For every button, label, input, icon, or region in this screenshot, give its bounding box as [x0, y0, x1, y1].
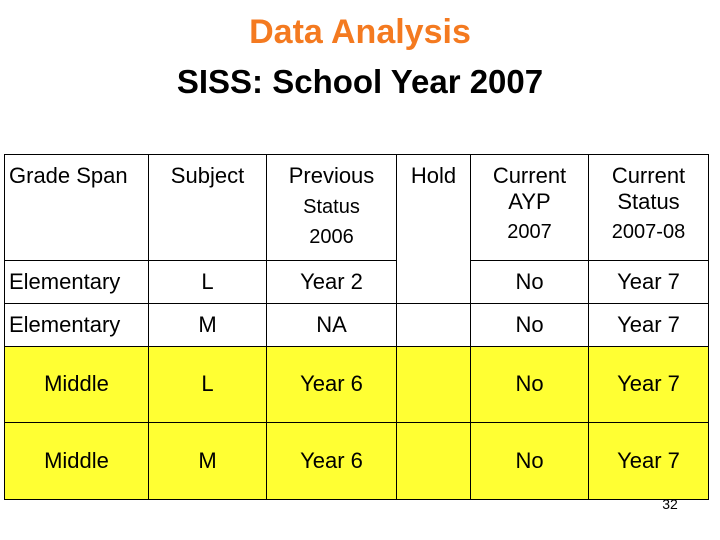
- cell-current-status: Year 7: [589, 423, 709, 500]
- cell-current-ayp: No: [471, 261, 589, 304]
- data-table: [4, 154, 709, 500]
- cell-current-status: Year 7: [589, 261, 709, 304]
- cell-grade-span: Elementary: [5, 261, 149, 304]
- page-subtitle: SISS: School Year 2007: [176, 63, 544, 100]
- header-hold: Hold: [397, 155, 471, 261]
- cell-previous-status: Year 2: [267, 261, 397, 304]
- header-current-ayp: Current AYP 2007: [471, 155, 589, 261]
- cell-current-status: Year 7: [589, 304, 709, 347]
- cell-current-status: Year 7: [589, 347, 709, 423]
- cell-subject: L: [149, 261, 267, 304]
- cell-current-ayp: No: [471, 423, 589, 500]
- header-subject: Subject: [149, 155, 267, 261]
- cell-subject: M: [149, 423, 267, 500]
- cell-hold: [397, 423, 471, 500]
- table-row: [5, 423, 709, 500]
- cell-previous-status: Year 6: [267, 347, 397, 423]
- cell-hold: [397, 347, 471, 423]
- table-row: [5, 347, 709, 423]
- cell-current-ayp: No: [471, 304, 589, 347]
- header-previous-status: Previous Status 2006: [267, 155, 397, 261]
- cell-subject: L: [149, 347, 267, 423]
- cell-previous-status: NA: [267, 304, 397, 347]
- table-row: [5, 261, 709, 304]
- cell-grade-span: Elementary: [5, 304, 149, 347]
- cell-grade-span: Middle: [5, 423, 149, 500]
- table-header-row: [5, 155, 709, 261]
- page-title: Data Analysis: [249, 13, 471, 51]
- cell-hold: [397, 304, 471, 347]
- table-row: [5, 304, 709, 347]
- cell-subject: M: [149, 304, 267, 347]
- cell-previous-status: Year 6: [267, 423, 397, 500]
- cell-grade-span: Middle: [5, 347, 149, 423]
- page-number: 32: [662, 496, 678, 512]
- header-grade-span: Grade Span: [5, 155, 149, 261]
- cell-current-ayp: No: [471, 347, 589, 423]
- header-current-status: Current Status 2007-08: [589, 155, 709, 261]
- cell-hold: [397, 261, 471, 304]
